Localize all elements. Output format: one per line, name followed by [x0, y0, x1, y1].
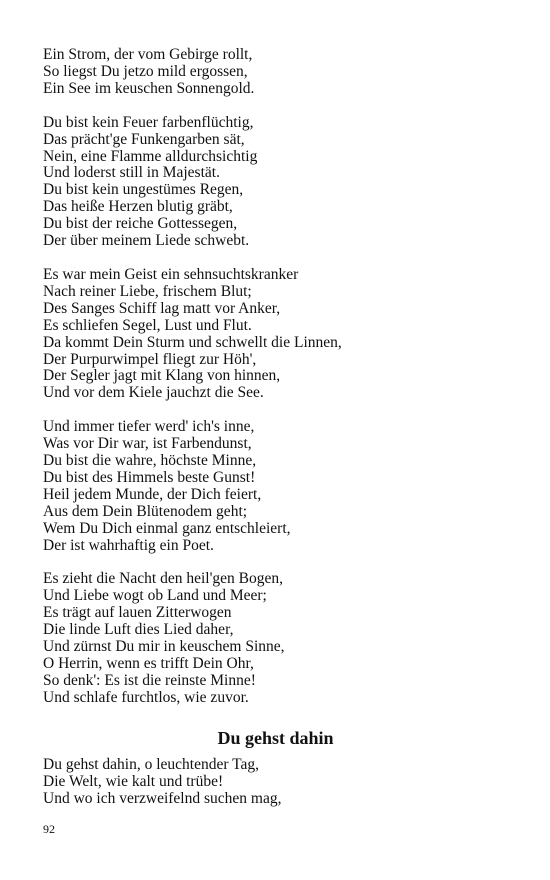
verse-line: Du bist kein ungestümes Regen,: [43, 181, 244, 199]
verse-line: Des Sanges Schiff lag matt vor Anker,: [43, 299, 281, 317]
verse-line: So denk': Es ist die reinste Minne!: [43, 671, 256, 689]
poem2-stanza-1: [43, 757, 508, 808]
verse-line: Wem Du Dich einmal ganz entschleiert,: [43, 519, 291, 537]
page-number: 92: [43, 822, 55, 836]
verse-line: Die Welt, wie kalt und trübe!: [43, 772, 224, 790]
verse-line: Da kommt Dein Sturm und schwellt die Linnen,: [43, 333, 342, 351]
verse-line: Es schliefen Segel, Lust und Flut.: [43, 316, 252, 334]
stanza-1: [43, 47, 508, 98]
book-page: [43, 47, 508, 824]
verse-line: Das prächt'ge Funkengarben sät,: [43, 130, 245, 148]
verse-line: Und Liebe wogt ob Land und Meer;: [43, 587, 267, 605]
poem-title: Du gehst dahin: [217, 727, 334, 748]
stanza-3: [43, 267, 508, 402]
verse-line: Du bist die wahre, höchste Minne,: [43, 452, 257, 470]
verse-line: Aus dem Dein Blütenodem geht;: [43, 502, 248, 520]
verse-line: O Herrin, wenn es trifft Dein Ohr,: [43, 655, 254, 672]
verse-line: Und vor dem Kiele jauchzt die See.: [43, 384, 264, 402]
verse-line: Und zürnst Du mir in keuschem Sinne,: [43, 638, 285, 656]
poem-continued: [43, 47, 508, 707]
verse-line: Der Segler jagt mit Klang von hinnen,: [43, 367, 281, 385]
verse-line: So liegst Du jetzo mild ergossen,: [43, 62, 248, 80]
verse-line: Die linde Luft dies Lied daher,: [43, 621, 234, 639]
verse-line: Was vor Dir war, ist Farbendunst,: [43, 435, 252, 453]
verse-line: Nach reiner Liebe, frischem Blut;: [43, 282, 252, 300]
verse-line: Du gehst dahin, o leuchtender Tag,: [43, 755, 260, 773]
verse-line: Das heiße Herzen blutig gräbt,: [43, 198, 233, 216]
verse-line: Der Purpurwimpel fliegt zur Höh',: [43, 350, 257, 368]
verse-line: Und immer tiefer werd' ich's inne,: [43, 418, 255, 436]
verse-line: Es trägt auf lauen Zitterwogen: [43, 604, 232, 622]
verse-line: Heil jedem Munde, der Dich feiert,: [43, 485, 262, 503]
verse-line: Es war mein Geist ein sehnsuchtskranker: [43, 265, 299, 283]
stanza-2: [43, 115, 508, 250]
verse-line: Ein Strom, der vom Gebirge rollt,: [43, 46, 253, 63]
verse-line: Und loderst still in Majestät.: [43, 164, 220, 182]
verse-line: Ein See im keuschen Sonnengold.: [43, 79, 255, 97]
poem-du-gehst-dahin: [43, 727, 508, 808]
verse-line: Nein, eine Flamme alldurchsichtig: [43, 147, 258, 165]
stanza-4: [43, 419, 508, 554]
verse-line: Und wo ich verzweifelnd suchen mag,: [43, 789, 282, 807]
verse-line: Du bist kein Feuer farbenflüchtig,: [43, 113, 254, 131]
verse-line: Es zieht die Nacht den heil'gen Bogen,: [43, 570, 283, 588]
verse-line: Du bist der reiche Gottessegen,: [43, 215, 238, 233]
verse-line: Der über meinem Liede schwebt.: [43, 232, 250, 250]
stanza-5: [43, 571, 508, 706]
verse-line: Du bist des Himmels beste Gunst!: [43, 468, 256, 486]
verse-line: Und schlafe furchtlos, wie zuvor.: [43, 688, 249, 706]
verse-line: Der ist wahrhaftig ein Poet.: [43, 536, 214, 554]
